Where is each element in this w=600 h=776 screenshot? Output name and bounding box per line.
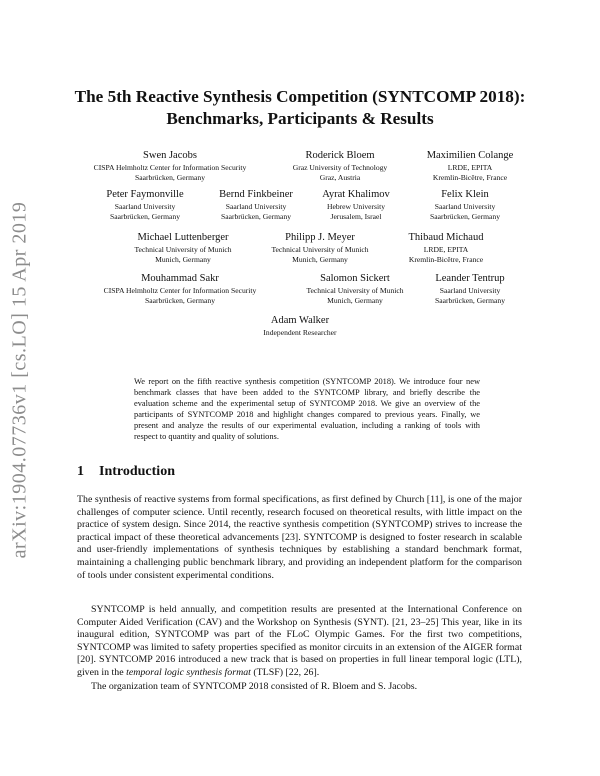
title-line-1: The 5th Reactive Synthesis Competition (SYNTCOMP 2018): xyxy=(74,87,526,106)
arxiv-identifier: arXiv:1904.07736v1 [cs.LO] 15 Apr 2019 xyxy=(8,201,31,559)
paragraph-2 xyxy=(77,604,522,680)
paragraph-1: The synthesis of reactive systems from formal specifications, as first defined by Church [11], is one of the major challenges of computer science. Until recently, research focused on theoretical results, with little impact on the practice of system design. Since 2014, the reactive synthesis competition (SYNTCOMP) strives to increase the practical impact of these theoretical advancements [23]. SYNTCOMP is designed to foster research in scalable and user-friendly implementations of synthesis techniques by establishing a standard benchmark format, maintaining a challenging public benchmark library, and providing an independent platform for the comparison of tools under consistent experimental conditions. xyxy=(77,494,522,581)
author-name: Leander Tentrup xyxy=(435,273,505,284)
author-name: Swen Jacobs xyxy=(143,150,197,161)
author-location: Saarbrücken, Germany xyxy=(109,211,180,221)
section-title: Introduction xyxy=(99,464,175,479)
author-location: Saarbrücken, Germany xyxy=(220,211,291,221)
section-heading xyxy=(77,464,175,480)
author-location: Saarbrücken, Germany xyxy=(434,295,505,305)
author-location: Munich, Germany xyxy=(155,254,211,264)
author-affiliation: LRDE, EPITA xyxy=(423,245,469,254)
author-name: Peter Faymonville xyxy=(106,189,184,200)
paragraph-2-end: (TLSF) [22, 26]. xyxy=(250,666,320,678)
author-affiliation: Independent Researcher xyxy=(263,328,337,337)
author-location: Kremlin-Bicêtre, France xyxy=(432,172,508,182)
author-name: Michael Luttenberger xyxy=(137,232,229,243)
paragraph-3: The organization team of SYNTCOMP 2018 consisted of R. Bloem and S. Jacobs. xyxy=(91,681,418,692)
author-block xyxy=(245,231,395,264)
abstract: We report on the fifth reactive synthesis competition (SYNTCOMP 2018). We introduce four new benchmark classes that have been added to the SYNTCOMP library, and briefly describe the evaluation scheme and the experimental setup of SYNTCOMP 2018. We give an overview of the participants of SYNTCOMP 2018 and highlight changes compared to previous years. Finally, we present and analyze the results of our experimental evaluation, including a ranking of tools with respect to quantity and quality of solutions. xyxy=(134,377,480,441)
author-location: Jerusalem, Israel xyxy=(330,211,382,221)
author-affiliation: Saarland University xyxy=(439,286,501,295)
author-affiliation: Saarland University xyxy=(114,202,176,211)
author-block xyxy=(270,149,410,182)
author-affiliation: Technical University of Munich xyxy=(134,245,232,254)
author-location: Saarbrücken, Germany xyxy=(144,295,215,305)
author-name: Mouhammad Sakr xyxy=(141,273,219,284)
author-location: Saarbrücken, Germany xyxy=(429,211,500,221)
author-location: Graz, Austria xyxy=(319,172,361,182)
author-affiliation: CISPA Helmholtz Center for Information Security xyxy=(93,163,247,172)
author-block xyxy=(405,188,525,221)
format-name-emphasis: temporal logic synthesis format xyxy=(126,666,251,678)
author-block xyxy=(405,149,535,182)
author-location: Saarbrücken, Germany xyxy=(134,172,205,182)
arxiv-stamp xyxy=(4,201,36,559)
author-name: Maximilien Colange xyxy=(426,150,514,161)
author-name: Felix Klein xyxy=(441,189,489,200)
author-block xyxy=(80,188,210,221)
author-name: Thibaud Michaud xyxy=(408,232,484,243)
author-affiliation: Hebrew University xyxy=(327,202,385,211)
author-location: Kremlin-Bicêtre, France xyxy=(408,254,484,264)
author-affiliation: Saarland University xyxy=(225,202,287,211)
title-line-2: Benchmarks, Participants & Results xyxy=(166,109,434,128)
author-name: Roderick Bloem xyxy=(305,150,375,161)
paragraph-2-text: SYNTCOMP is held annually, and competition results are presented at the International Conference on Computer Aided Verification (CAV) and the Workshop on Synthesis (SYNT). [21, 23–25] This year, like in its inaugural edition, SYNTCOMP was part of the FLoC Olympic Games. For the first two competitions, SYNTCOMP was limited to safety properties specified as monitor circuits in an extension of the AIGER format [20]. SYNTCOMP 2016 introduced a new track that is based on properties in full linear temporal logic (LTL), given in the xyxy=(77,604,522,678)
author-location: Munich, Germany xyxy=(292,254,348,264)
author-block xyxy=(70,149,270,182)
author-location: Munich, Germany xyxy=(327,295,383,305)
author-affiliation: Technical University of Munich xyxy=(306,286,404,295)
author-affiliation: CISPA Helmholtz Center for Information Security xyxy=(103,286,257,295)
author-name: Adam Walker xyxy=(270,315,330,326)
author-block xyxy=(103,231,263,264)
paper-title xyxy=(60,86,540,130)
author-affiliation: Saarland University xyxy=(434,202,496,211)
author-name: Salomon Sickert xyxy=(320,273,390,284)
author-block xyxy=(296,188,416,221)
author-name: Philipp J. Meyer xyxy=(285,232,355,243)
author-block xyxy=(240,314,360,338)
author-block xyxy=(410,272,530,305)
author-affiliation: LRDE, EPITA xyxy=(447,163,493,172)
author-block xyxy=(80,272,280,305)
author-affiliation: Technical University of Munich xyxy=(271,245,369,254)
author-affiliation: Graz University of Technology xyxy=(292,163,388,172)
author-name: Bernd Finkbeiner xyxy=(219,189,293,200)
section-number: 1 xyxy=(77,464,84,479)
author-block xyxy=(391,231,501,264)
author-name: Ayrat Khalimov xyxy=(322,189,390,200)
author-block xyxy=(280,272,430,305)
